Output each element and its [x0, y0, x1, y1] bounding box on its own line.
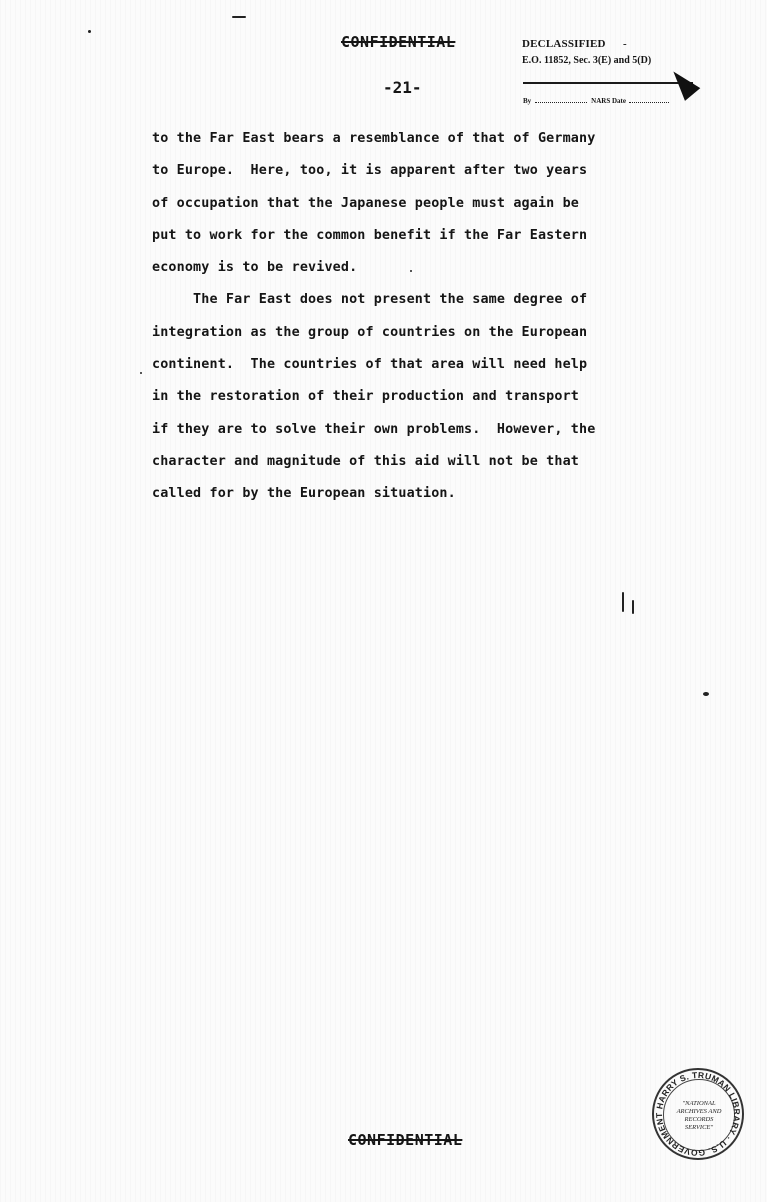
date-blank	[629, 102, 669, 103]
svg-text:HARRY S. TRUMAN LIBRARY · U.S.: HARRY S. TRUMAN LIBRARY · U.S. GOVERNMENT	[653, 1069, 743, 1159]
body-line: character and magnitude of this aid will not be that	[152, 453, 580, 469]
scan-speck	[140, 372, 142, 374]
body-text	[152, 123, 682, 511]
truman-library-seal	[652, 1068, 744, 1160]
scan-speck	[622, 592, 624, 612]
seal-center-line: RECORDS	[684, 1116, 714, 1123]
seal-center-line: ARCHIVES AND	[676, 1108, 722, 1115]
declassification-rule	[523, 82, 693, 84]
body-line: integration as the group of countries on the European	[152, 324, 588, 340]
scan-speck	[232, 16, 246, 18]
body-line: economy is to be revived.	[152, 260, 358, 276]
seal-center-text	[666, 1100, 732, 1132]
declassified-title: DECLASSIFIED	[522, 38, 606, 50]
body-line: continent. The countries of that area will need help	[152, 357, 588, 373]
body-line: The Far East does not present the same degree of	[152, 292, 588, 308]
body-line: of occupation that the Japanese people must again be	[152, 195, 580, 211]
scan-speck	[632, 600, 634, 614]
declassified-dash: -	[623, 38, 627, 50]
scan-speck	[88, 30, 91, 33]
classification-header: CONFIDENTIAL	[341, 33, 456, 51]
body-line: put to work for the common benefit if the Far Eastern	[152, 227, 588, 243]
by-label: By	[523, 97, 532, 105]
seal-center-line: SERVICE"	[684, 1124, 714, 1131]
declassification-by-line	[523, 97, 669, 105]
body-line: in the restoration of their production and transport	[152, 389, 580, 405]
seal-center-line: "NATIONAL	[682, 1100, 716, 1107]
body-line: called for by the European situation.	[152, 486, 456, 502]
scan-speck	[410, 270, 412, 272]
declassification-authority: E.O. 11852, Sec. 3(E) and 5(D)	[522, 55, 652, 66]
classification-footer: CONFIDENTIAL	[348, 1131, 463, 1149]
page-number: -21-	[383, 78, 422, 97]
scan-speck	[703, 692, 709, 696]
date-label: NARS Date	[591, 97, 626, 105]
body-line: to the Far East bears a resemblance of that of Germany	[152, 131, 596, 146]
body-line: if they are to solve their own problems. However, the	[152, 421, 596, 437]
body-line: to Europe. Here, too, it is apparent after two years	[152, 163, 588, 179]
by-blank	[535, 102, 587, 103]
